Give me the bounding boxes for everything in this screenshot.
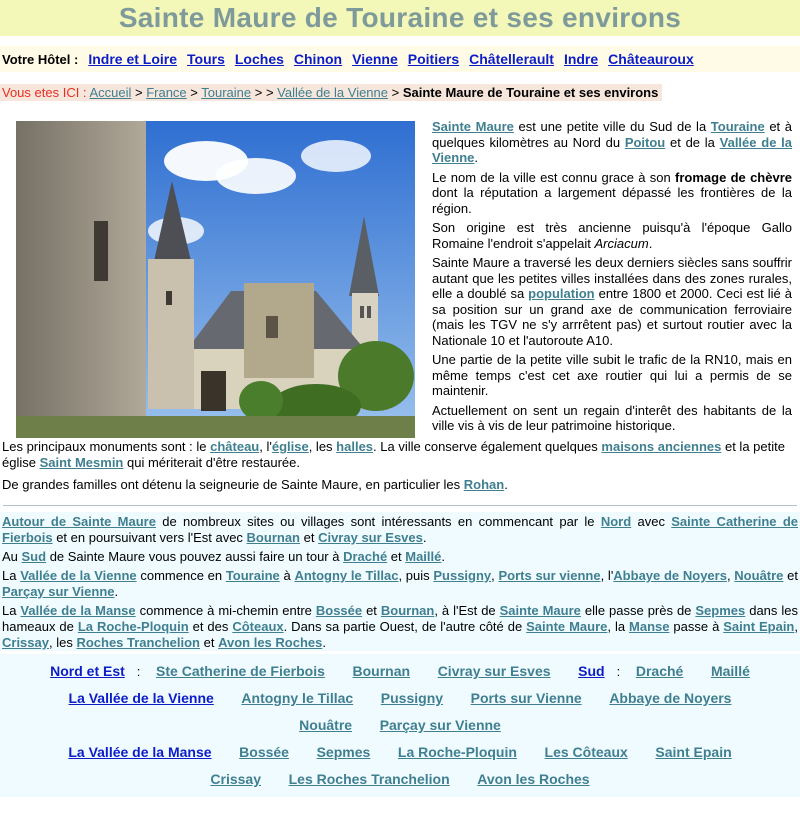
nav-pussigny[interactable]: Pussigny — [380, 690, 444, 706]
bold-text: fromage de chèvre — [675, 169, 792, 185]
nav-row — [0, 766, 800, 793]
link-maille[interactable]: Maillé — [405, 549, 442, 564]
nav-saint-epain[interactable]: Saint Epain — [655, 744, 732, 760]
text: Au — [2, 549, 22, 564]
nav-ports-sur-vienne[interactable]: Ports sur Vienne — [470, 690, 582, 706]
breadcrumb-accueil[interactable]: Accueil — [89, 85, 132, 100]
link-crissay[interactable]: Crissay — [2, 635, 49, 650]
link-touraine[interactable]: Touraine — [225, 568, 280, 583]
breadcrumb-sep: > — [186, 85, 202, 100]
hotel-bar — [0, 46, 800, 72]
link-sainte-maure[interactable]: Sainte Maure — [432, 119, 514, 134]
text: , à l'Est de — [434, 603, 500, 618]
hotel-link-chinon[interactable]: Chinon — [293, 51, 343, 67]
around-paragraph — [2, 549, 798, 565]
text: commence à mi-chemin entre — [135, 603, 316, 618]
breadcrumb-france[interactable]: France — [146, 85, 187, 100]
link-pussigny[interactable]: Pussigny — [433, 568, 492, 583]
link-manse[interactable]: Manse — [629, 619, 670, 634]
intro-text — [432, 119, 792, 438]
breadcrumb-prefix: Vous etes ICI : — [2, 85, 87, 100]
text: et des — [188, 619, 233, 634]
nav-sud[interactable]: Sud — [578, 663, 605, 679]
hotel-link-poitiers[interactable]: Poitiers — [407, 51, 460, 67]
text: De grandes familles ont détenu la seigneurie de Sainte Maure, en particulier les — [2, 477, 464, 492]
text: avec — [631, 514, 672, 529]
nav-row — [0, 658, 800, 685]
text: est une petite ville du Sud de la — [513, 119, 711, 134]
text: . La ville conserve également quelques — [373, 439, 602, 454]
text: . — [322, 635, 326, 650]
text: La — [2, 603, 21, 618]
text: Le nom de la ville est connu grace à son — [432, 169, 676, 185]
link-saint-mesmin[interactable]: Saint Mesmin — [39, 455, 124, 470]
around-section — [0, 512, 800, 651]
text: et en poursuivant vers l'Est avec — [52, 530, 247, 545]
link-roche-ploquin[interactable]: La Roche-Ploquin — [77, 619, 189, 634]
link-bournan[interactable]: Bournan — [246, 530, 300, 545]
text: et — [300, 530, 319, 545]
colon: : — [616, 664, 621, 679]
nav-bournan[interactable]: Bournan — [352, 663, 411, 679]
link-sainte-catherine[interactable]: Sainte Catherine de Fierbois — [2, 514, 798, 545]
link-rohan[interactable]: Rohan — [463, 477, 505, 492]
text: , les — [48, 635, 77, 650]
text: elle passe près de — [580, 603, 696, 618]
link-sud[interactable]: Sud — [21, 549, 47, 564]
hotel-link-tours[interactable]: Tours — [187, 51, 225, 67]
intro-paragraph — [432, 255, 792, 348]
nav-bossee[interactable]: Bossée — [239, 744, 289, 760]
link-sainte-maure[interactable]: Sainte Maure — [499, 603, 581, 618]
hotel-link-chatellerault[interactable]: Châtellerault — [469, 51, 554, 67]
link-vallee-vienne[interactable]: Vallée de la Vienne — [432, 134, 792, 165]
around-paragraph — [2, 568, 798, 600]
text: , puis — [398, 568, 434, 583]
nav-avon-les-roches[interactable]: Avon les Roches — [477, 771, 590, 787]
nav-row — [0, 712, 800, 739]
text: , — [491, 568, 499, 583]
nav-abbaye-noyers[interactable]: Abbaye de Noyers — [609, 690, 732, 706]
text: entre 1800 et 2000. Ceci est lié à sa position sur un grand axe de communication ferroviaire (mais les TGV ne s'y arrrêtent pas) et surtout routier avec la Nationale 10 et l'autoroute A10. — [432, 286, 792, 348]
nav-vallee-manse[interactable]: La Vallée de la Manse — [68, 744, 212, 760]
intro-paragraph: Une partie de la petite ville subit le trafic de la RN10, mais en même temps c'est cet axe routier qui lui a permis de se maintenir. — [432, 352, 792, 398]
text: dont la réputation a largement dépassé les frontières de la région. — [432, 185, 792, 216]
link-civray[interactable]: Civray sur Esves — [318, 530, 423, 545]
link-ports-sur-vienne[interactable]: Ports sur vienne — [498, 568, 601, 583]
text: et de la — [665, 134, 720, 150]
text: et — [387, 549, 406, 564]
hotel-link-loches[interactable]: Loches — [234, 51, 284, 67]
nav-drache[interactable]: Draché — [635, 663, 684, 679]
nav-roche-ploquin[interactable]: La Roche-Ploquin — [397, 744, 517, 760]
text: de nombreux sites ou villages sont intéressants en commencant par le — [155, 514, 601, 529]
monuments-paragraph — [2, 439, 798, 471]
link-bournan[interactable]: Bournan — [380, 603, 435, 618]
nav-crissay[interactable]: Crissay — [210, 771, 261, 787]
link-vallee-vienne[interactable]: Vallée de la Vienne — [20, 568, 137, 583]
text: et — [783, 568, 798, 583]
link-maisons-anciennes[interactable]: maisons anciennes — [601, 439, 722, 454]
link-nouatre[interactable]: Nouâtre — [734, 568, 784, 583]
text: . Dans sa partie Ouest, de l'autre côté de — [283, 619, 527, 634]
intro-paragraph — [432, 119, 792, 166]
nav-nouatre[interactable]: Nouâtre — [299, 717, 353, 733]
text: . — [504, 477, 508, 492]
intro-paragraph — [432, 220, 792, 251]
link-touraine[interactable]: Touraine — [710, 119, 765, 134]
intro-section — [0, 111, 800, 439]
nav-sepmes[interactable]: Sepmes — [316, 744, 371, 760]
link-drache[interactable]: Draché — [343, 549, 388, 564]
text: Son origine est très ancienne puisqu'à l'époque Gallo Romaine l'endroit s'appelait — [432, 220, 792, 251]
link-poitou[interactable]: Poitou — [624, 134, 666, 150]
monuments-section — [0, 439, 800, 493]
hotel-link-chateauroux[interactable]: Châteauroux — [608, 51, 694, 67]
link-halles[interactable]: halles — [336, 439, 374, 454]
breadcrumb-sep: > — [131, 85, 147, 100]
link-bossee[interactable]: Bossée — [315, 603, 363, 618]
nav-vallee-vienne[interactable]: La Vallée de la Vienne — [68, 690, 214, 706]
link-roches-tranchelion[interactable]: Roches Tranchelion — [76, 635, 200, 650]
hotel-link-indre-et-loire[interactable]: Indre et Loire — [88, 51, 178, 67]
nav-roches-tranchelion[interactable]: Les Roches Tranchelion — [288, 771, 450, 787]
divider — [3, 505, 797, 506]
nav-ste-catherine[interactable]: Ste Catherine de Fierbois — [156, 663, 325, 679]
text: dans les hameaux de — [2, 603, 798, 634]
text: qui mériterait d'être restaurée. — [123, 455, 300, 470]
around-paragraph — [2, 514, 798, 546]
link-avon-les-roches[interactable]: Avon les Roches — [218, 635, 323, 650]
breadcrumb-current: Sainte Maure de Touraine et ses environs — [402, 85, 659, 100]
text: de Sainte Maure vous pouvez aussi faire un tour à — [46, 549, 344, 564]
around-paragraph — [2, 603, 798, 651]
text: La — [2, 568, 21, 583]
nav-maille[interactable]: Maillé — [710, 663, 750, 679]
text: et la petite église — [2, 439, 785, 470]
intro-paragraph: Actuellement on sent un regain d'interêt des habitants de la ville vis à vis de leur patrimoine historique. — [432, 402, 792, 433]
text: et — [200, 635, 219, 650]
hotel-link-vienne[interactable]: Vienne — [352, 51, 398, 67]
text: . — [114, 584, 119, 599]
nav-row — [0, 685, 800, 712]
text: . — [474, 150, 479, 165]
text: et à quelques kilomètres au Nord du — [432, 119, 793, 150]
breadcrumb-sep: > — [388, 85, 403, 100]
text: , — [726, 568, 735, 583]
link-eglise[interactable]: église — [271, 439, 309, 454]
text: , la — [607, 619, 630, 634]
villages-nav — [0, 654, 800, 797]
title-banner — [0, 0, 800, 36]
link-saint-epain[interactable]: Saint Epain — [723, 619, 795, 634]
link-population[interactable]: population — [528, 286, 595, 301]
text: . — [422, 530, 427, 545]
link-antogny[interactable]: Antogny le Tillac — [294, 568, 399, 583]
text: et — [362, 603, 381, 618]
breadcrumb-sep: > > — [251, 85, 278, 100]
italic-text: Arciacum — [594, 235, 649, 251]
link-sepmes[interactable]: Sepmes — [695, 603, 746, 618]
text: . — [441, 549, 445, 564]
text: commence en — [136, 568, 226, 583]
text: , l' — [600, 568, 614, 583]
link-vallee-manse[interactable]: Vallée de la Manse — [20, 603, 136, 618]
intro-paragraph — [432, 170, 792, 217]
nav-antogny[interactable]: Antogny le Tillac — [241, 690, 354, 706]
page-title: Sainte Maure de Touraine et ses environs — [118, 2, 682, 33]
link-abbaye-noyers[interactable]: Abbaye de Noyers — [613, 568, 727, 583]
hotel-label: Votre Hôtel : — [2, 51, 79, 67]
nav-nord-et-est[interactable]: Nord et Est — [50, 663, 125, 679]
text: Les principaux monuments sont : le — [2, 439, 211, 454]
nav-coteaux[interactable]: Les Côteaux — [544, 744, 628, 760]
breadcrumb — [0, 84, 662, 101]
church-photo-illustration — [16, 121, 415, 438]
link-nord[interactable]: Nord — [600, 514, 632, 529]
text: . — [648, 235, 653, 251]
text: Sainte Maure a traversé les deux derniers siècles sans souffrir autant que les petites villes installées dans des zones rurales, elle a doublé sa — [432, 255, 792, 301]
text: , l' — [259, 439, 272, 454]
nav-row — [0, 739, 800, 766]
breadcrumb-vallee[interactable]: Vallée de la Vienne — [277, 85, 389, 100]
nav-parcay[interactable]: Parçay sur Vienne — [379, 717, 501, 733]
link-sainte-maure[interactable]: Sainte Maure — [526, 619, 608, 634]
town-photo — [16, 121, 415, 438]
breadcrumb-touraine[interactable]: Touraine — [201, 85, 252, 100]
text: à — [279, 568, 295, 583]
link-chateau[interactable]: château — [210, 439, 260, 454]
text: , — [794, 619, 798, 634]
nav-civray[interactable]: Civray sur Esves — [437, 663, 551, 679]
link-coteaux[interactable]: Côteaux — [232, 619, 284, 634]
colon: : — [136, 664, 141, 679]
text: passe à — [669, 619, 724, 634]
link-parcay[interactable]: Parçay sur Vienne — [2, 584, 115, 599]
text: , les — [308, 439, 337, 454]
families-paragraph — [2, 477, 798, 493]
link-autour-sainte-maure[interactable]: Autour de Sainte Maure — [2, 514, 156, 529]
hotel-link-indre[interactable]: Indre — [563, 51, 599, 67]
